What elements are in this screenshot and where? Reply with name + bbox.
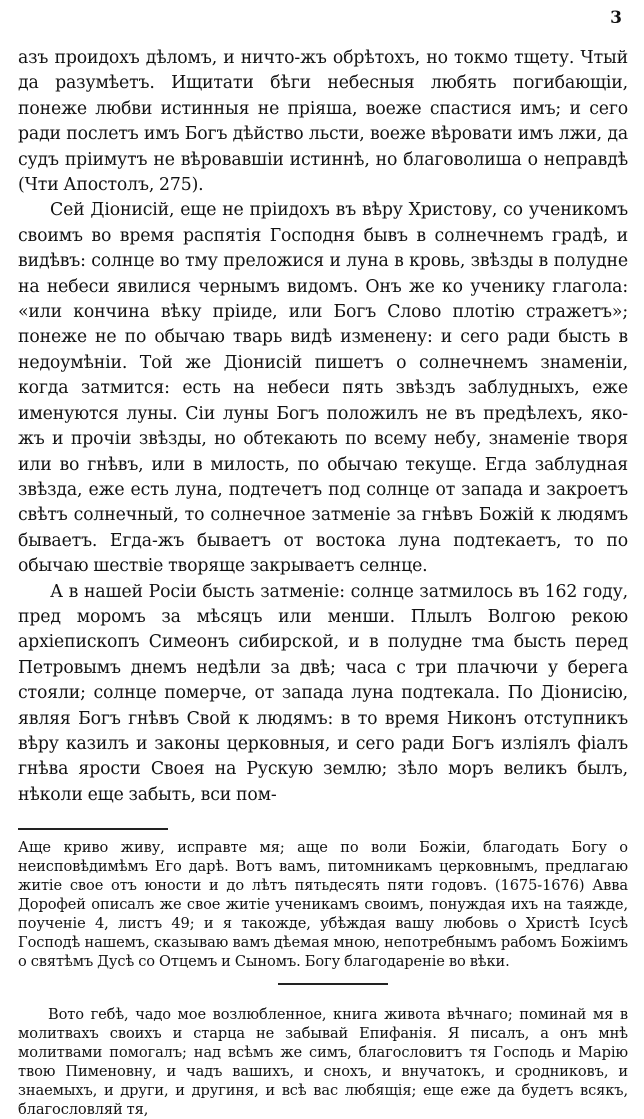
section-divider (278, 983, 388, 985)
footnote: Вото гебѣ, чадо мое возлюбленное, книга живота вѣчнаго; поминай мя в молитвахъ своихъ и старца не забывай Епифанія. Я писалъ, а онъ мнѣ молитвами помогалъ; над всѣмъ же симъ, благословитъ тя Господь и Марію твою Пименовну, и чадъ вашихъ, и снохъ, и внучатокъ, и сродниковъ, и знаемыхъ, и други, и другиня, и всѣ вас любящія; еще еже да будетъ всякъ, благословляй тя, (18, 1006, 628, 1119)
paragraph: Сей Діонисій, еще не пріидохъ въ вѣру Христову, со ученикомъ своимъ во время распятія Господня бывъ в солнечнемъ градѣ, и видѣвъ: солнце во тму преложися и луна в кровь, звѣзды в полудне на небеси явилися чернымъ видомъ. Онъ же ко ученику глагола: «или кончина вѣку пріиде, или Богъ Слово плотію стражетъ»; понеже не по обычаю тварь видѣ изменену: и сего ради бысть в недоумѣніи. Той же Діонисій пишетъ о солнечнемъ знаменіи, когда затмится: есть на небеси пять звѣздъ заблудныхъ, еже именуются луны. Сіи луны Богъ положилъ не въ предѣлехъ, яко-жъ и прочіи звѣзды, но обтекають по всему небу, знаменіе творя или во гнѣвъ, или в милость, по обычаю текуще. Егда заблудная звѣзда, еже есть луна, подтечетъ под солнце от запада и закроетъ свѣтъ солнечный, то солнечное затменіе за гнѣвъ Божій к людямъ бываетъ. Егда-жъ бываетъ от востока луна подтекаетъ, то по обычаю шествіе творяще закрываетъ селнце. (18, 200, 628, 577)
page-number: 3 (610, 8, 622, 28)
footnote-divider (18, 828, 168, 830)
footnote: Аще криво живу, исправте мя; аще по воли Божіи, благодать Богу о неисповѣдимѣмъ Его дарѣ. Вотъ вамъ, питомникамъ церковнымъ, предлагаю житіе свое отъ юности и до лѣтъ пятьдесять пяти годовъ. (1675-1676) Авва Дорофей описалъ же свое житіе ученикамъ своимъ, понуждая ихъ на таяжде, поученіе 4, листъ 49; и я такожде, убѣждая вашу любовь о Христѣ Iсусѣ Господѣ нашемъ, сказываю вамъ дѣемая мною, непотребнымъ рабомъ Божіимъ о святѣмъ Дусѣ со Отцемъ и Сыномъ. Богу благодареніе во вѣки. (18, 839, 628, 971)
main-text (18, 46, 628, 808)
paragraph: азъ проидохъ дѣломъ, и ничто-жъ обрѣтохъ, но токмо тщету. Чтый да разумѣетъ. Ищитати бѣги небесныя любять погибающіи, понеже любви истинныя не пріяша, воеже спастися имъ; и сего ради послетъ имъ Богъ дѣйство льсти, воеже вѣровати имъ лжи, да судъ пріимутъ не вѣровавшіи истиннѣ, но благоволиша о неправдѣ (Чти Апостолъ, 275). (18, 48, 628, 196)
paragraph: А в нашей Росіи бысть затменіе: солнце затмилось въ 162 году, пред моромъ за мѣсяцъ или менши. Плылъ Волгою рекою архіепископъ Симеонъ сибирской, и в полудне тма бысть перед Петровымъ днемъ недѣли за двѣ; часа с три плачючи у берега стояли; солнце померче, от запада луна подтекала. По Діонисію, являя Богъ гнѣвъ Свой к людямъ: в то время Никонъ отступникъ вѣру казилъ и законы церковныя, и сего ради Богъ изліялъ фіалъ гнѣва ярости Своея на Рускую землю; зѣло моръ великъ былъ, нѣколи еще забыть, вси пом- (18, 581, 628, 805)
